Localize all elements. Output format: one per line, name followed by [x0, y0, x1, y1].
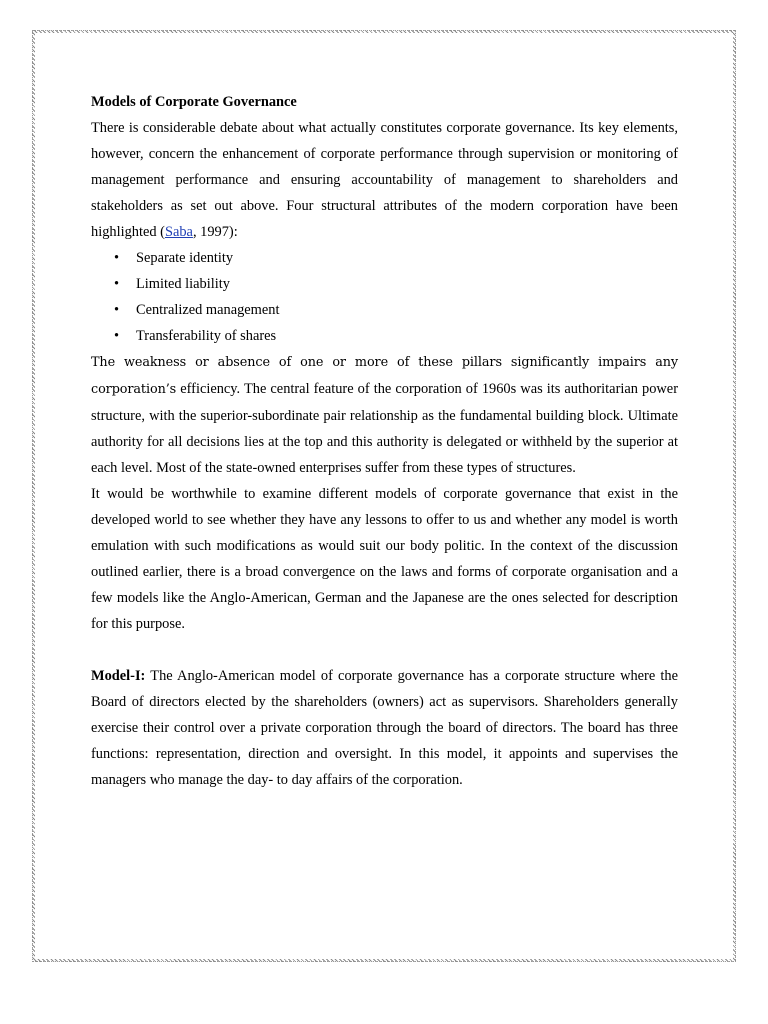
model-one-text: The Anglo-American model of corporate governance has a corporate structure where the Board of directors elected by the shareholders (owners) act as supervisors. Shareholders generally exercise their control over a private corporation through the board of directors. The board has three functions: representation, direction and oversight. In this model, it appoints and supervises the managers who manage the day- to day affairs of the corporation.: [91, 668, 678, 788]
paragraph-intro-text: There is considerable debate about what actually constitutes corporate governance. Its key elements, however, concern the enhancement of corporate performance through supervision or monitoring of management performance and ensuring accountability of management to shareholders and stakeholders as set out above. Four structural attributes of the modern corporation have been highlighted (: [91, 120, 678, 240]
paragraph-models: It would be worthwhile to examine different models of corporate governance that exist in the developed world to see whether they have any lessons to offer to us and whether any model is worth emulation with such modifications as would suit our body politic. In the context of the discussion outlined earlier, there is a broad convergence on the laws and forms of corporate organisation and a few models like the Anglo-American, German and the Japanese are the ones selected for description for this purpose.: [91, 486, 678, 632]
list-item: [91, 245, 678, 271]
paragraph-pillars-first-sentence: The weakness or absence of one or more of these pillars significantly impairs any corporation’s: [91, 355, 678, 397]
paragraph-pillars-rest: efficiency. The central feature of the corporation of 1960s was its authoritarian power structure, with the superior-subordinate pair relationship as the fundamental building block. Ultimate authority for all decisions lies at the top and this authority is delegated or withheld by the superior at each level. Most of the state-owned enterprises suffer from these types of structures.: [91, 381, 678, 476]
list-item-label: Transferability of shares: [136, 328, 277, 344]
paragraph-model-one: [91, 663, 678, 793]
list-item: [91, 323, 678, 349]
citation-link-saba[interactable]: Saba: [164, 224, 193, 240]
list-item-label: Separate identity: [136, 250, 234, 266]
bullet-icon: •: [114, 250, 120, 266]
paragraph-intro: [91, 115, 678, 245]
bullet-icon: •: [114, 328, 120, 344]
attributes-list: [91, 245, 678, 349]
document-body: [91, 89, 678, 793]
model-one-label: Model-I:: [91, 668, 146, 684]
list-item-label: Limited liability: [136, 276, 230, 292]
document-title: Models of Corporate Governance: [91, 94, 297, 110]
list-item-label: Centralized management: [136, 302, 280, 318]
citation-year: , 1997):: [192, 224, 238, 240]
list-item: [91, 271, 678, 297]
paragraph-pillars: [91, 349, 678, 481]
bullet-icon: •: [114, 276, 120, 292]
list-item: [91, 297, 678, 323]
bullet-icon: •: [114, 302, 120, 318]
paragraph-spacer: [91, 637, 678, 663]
